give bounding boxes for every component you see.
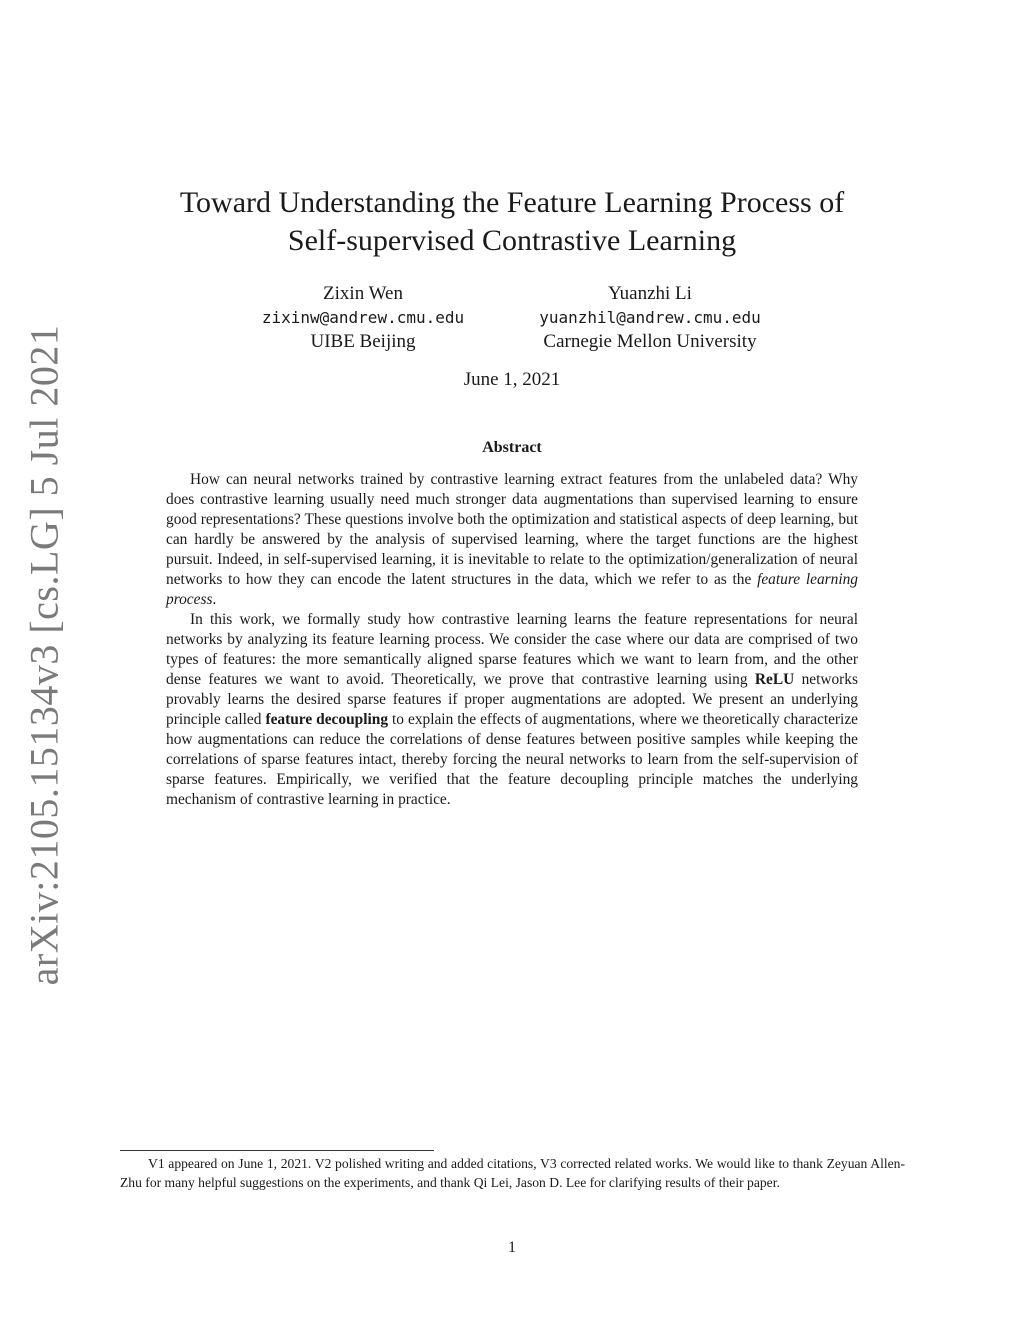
abstract-p1-text: How can neural networks trained by contrastive learning extract features from the unlabeled data? Why does contrastive learning usually need much stronger data augmentations than supervised learning to ensure good representations? These questions involve both the optimization and statistical aspects of deep learning, but can hardly be answered by the analysis of supervised learning, where the target functions are the highest pursuit. Indeed, in self-supervised learning, it is inevitable to relate to the optimization/generalization of neural networks to how they can encode the latent structures in the data, which we refer to as the [166, 471, 858, 588]
author-email: yuanzhil@andrew.cmu.edu [539, 308, 761, 327]
abstract-p2-part-a: In this work, we formally study how contrastive learning learns the feature representations for neural networks by analyzing its feature learning process. We consider the case where our data are comprised of two types of features: the more semantically aligned sparse features which we want to learn from, and the other dense features we want to avoid. Theoretically, we prove that contrastive learning using [166, 611, 858, 688]
paper-title-line-2: Self-supervised Contrastive Learning [287, 224, 737, 257]
arxiv-identifier-stamp: arXiv:2105.15134v3 [cs.LG] 5 Jul 2021 [21, 324, 67, 986]
page-number: 1 [508, 1239, 516, 1256]
abstract-body [166, 470, 858, 810]
abstract-p2-part-b: networks provably learns the desired sparse features if proper augmentations are adopted. We present an underlying principle called [166, 671, 858, 728]
author-affiliation: UIBE Beijing [310, 331, 416, 352]
author-block-1 [243, 282, 483, 354]
abstract-p2-bold-relu: ReLU [754, 671, 795, 688]
footnote-divider [120, 1150, 434, 1151]
abstract-heading: Abstract [482, 439, 542, 456]
footnote: V1 appeared on June 1, 2021. V2 polished writing and added citations, V3 corrected related works. We would like to thank Zeyuan Allen-Zhu for many helpful suggestions on the experiments, and thank Qi Lei, Jason D. Lee for clarifying results of their paper. [120, 1156, 905, 1190]
author-email: zixinw@andrew.cmu.edu [261, 308, 465, 327]
abstract-p2-part-c: to explain the effects of augmentations, where we theoretically characterize how augmentations can reduce the correlations of dense features between positive samples while keeping the correlations of sparse features intact, thereby forcing the neural networks to learn from the self-supervision of sparse features. Empirically, we verified that the feature decoupling principle matches the underlying mechanism of contrastive learning in practice. [166, 711, 859, 808]
author-block-2 [520, 282, 780, 354]
paper-title [0, 184, 1024, 260]
abstract-p2-bold-feature-decoupling: feature decoupling [265, 711, 389, 728]
abstract-p1-emphasis: feature learning process [166, 571, 859, 608]
abstract-paragraph-2 [166, 610, 858, 810]
author-name: Zixin Wen [323, 283, 403, 304]
paper-date: June 1, 2021 [463, 369, 561, 390]
author-affiliation: Carnegie Mellon University [543, 331, 757, 352]
author-name: Yuanzhi Li [608, 283, 692, 304]
abstract-p1-end: . [212, 591, 217, 608]
paper-title-line-1: Toward Understanding the Feature Learning Process of [179, 186, 845, 219]
abstract-paragraph-1 [166, 470, 858, 610]
